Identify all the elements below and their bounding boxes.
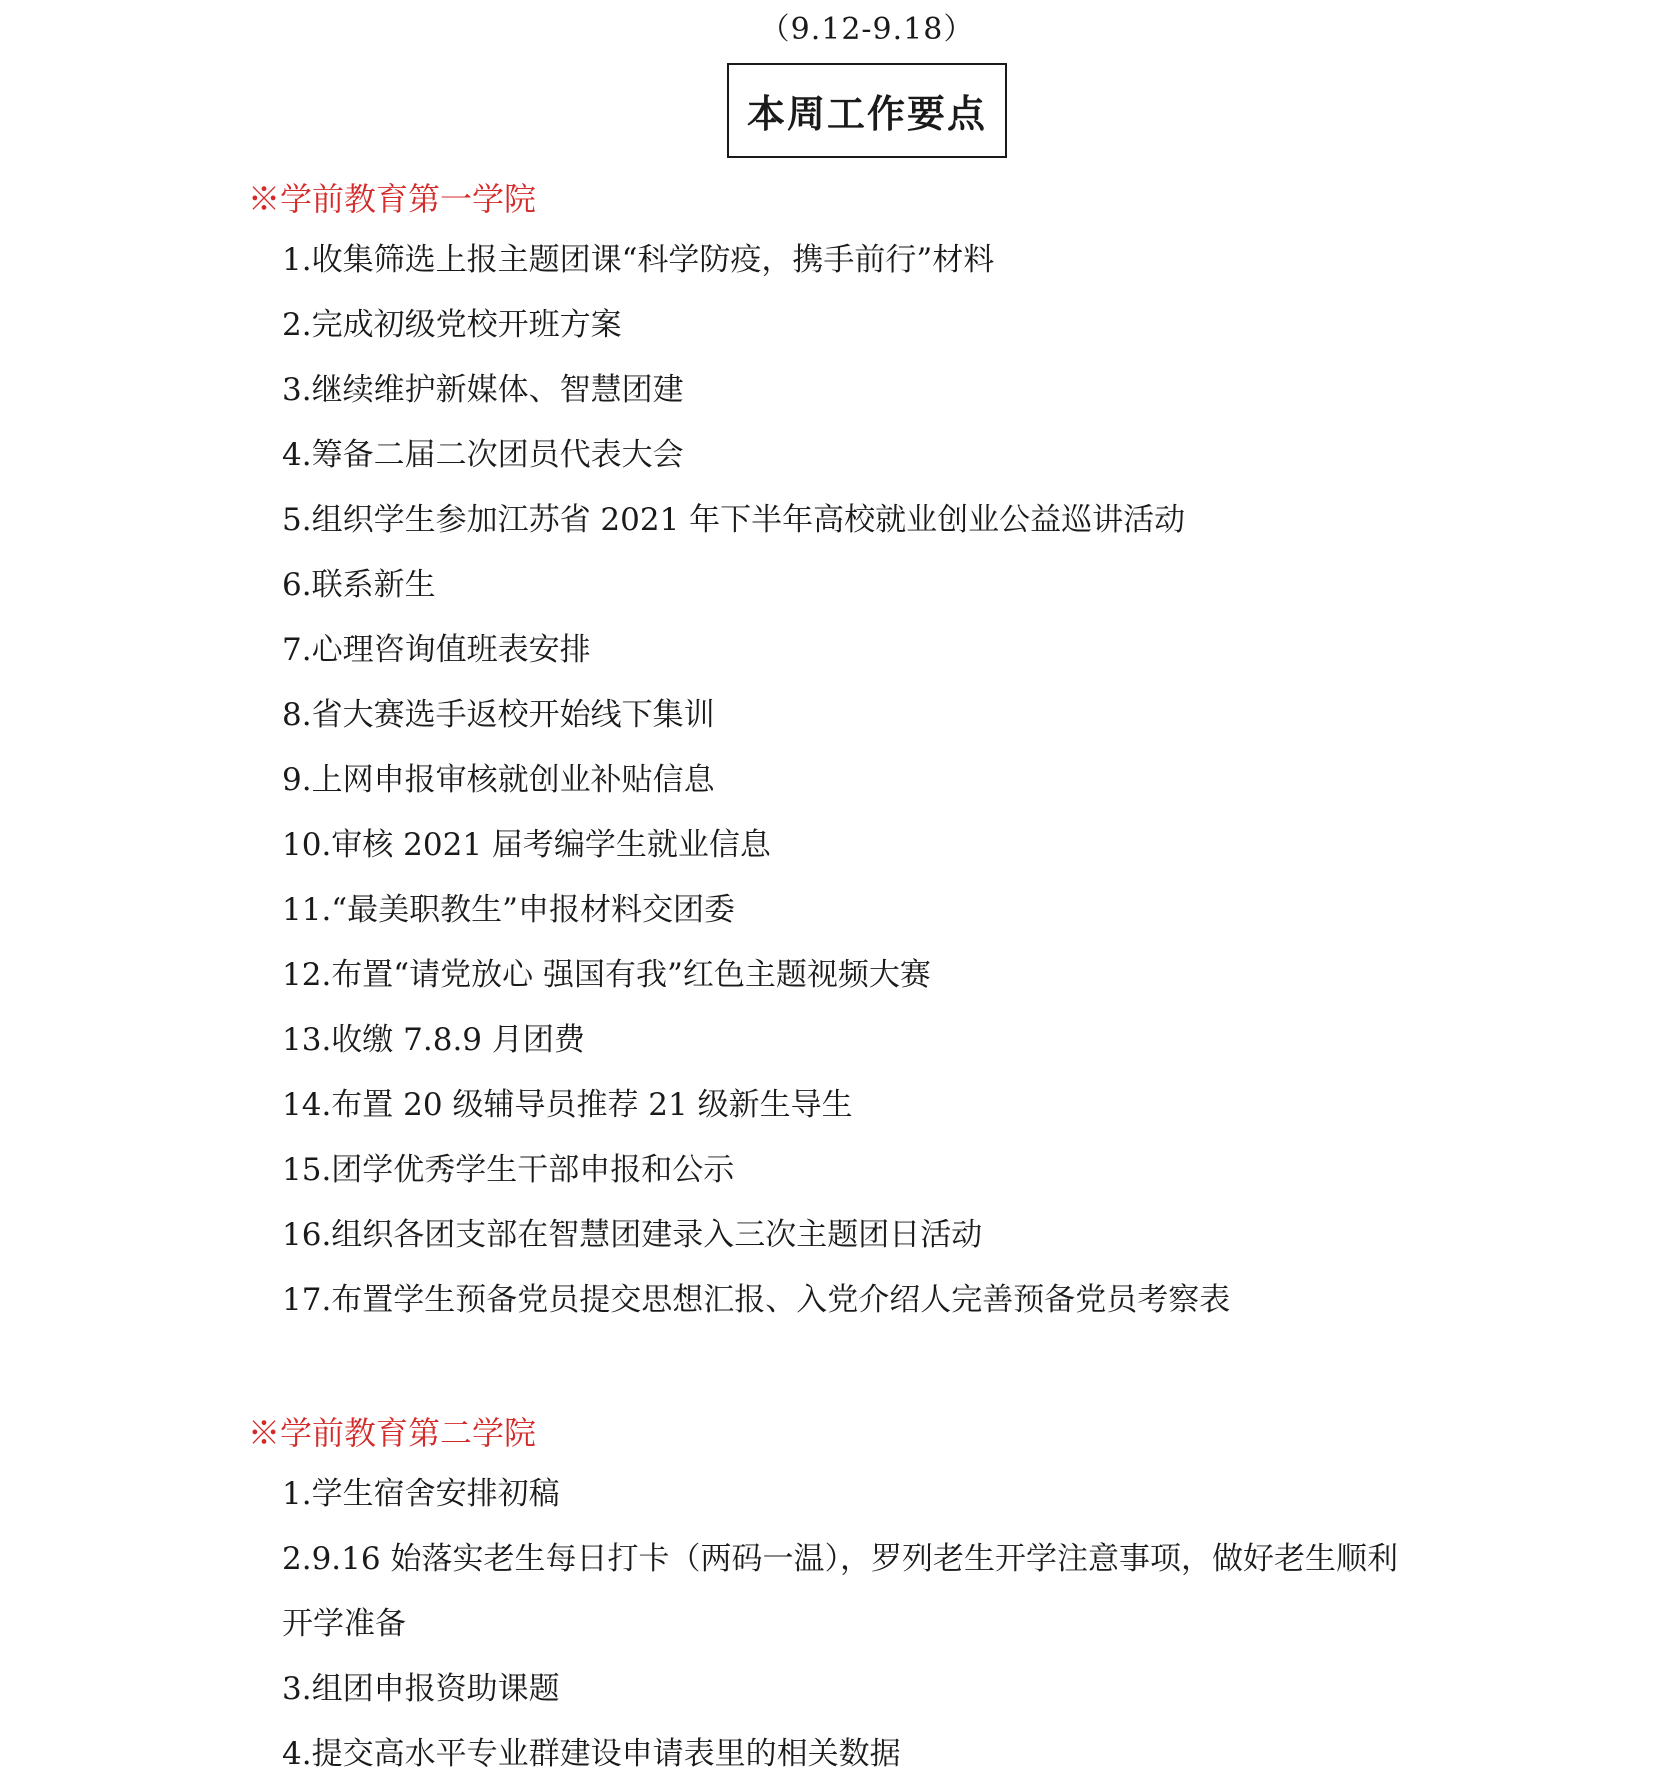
list-item: 12.布置“请党放心 强国有我”红色主题视频大赛 [282,957,931,993]
list-item: 17.布置学生预备党员提交思想汇报、入党介绍人完善预备党员考察表 [282,1282,1231,1318]
section-heading-2: ※学前教育第二学院 [248,1414,537,1452]
list-item: 11.“最美职教生”申报材料交团委 [282,892,735,928]
list-item: 6.联系新生 [282,567,436,603]
list-item: 13.收缴 7.8.9 月团费 [282,1022,585,1058]
list-item: 16.组织各团支部在智慧团建录入三次主题团日活动 [282,1217,983,1253]
section-heading-1: ※学前教育第一学院 [248,180,537,218]
list-item: 9.上网申报审核就创业补贴信息 [282,762,715,798]
list-item: 1.收集筛选上报主题团课“科学防疫，携手前行”材料 [282,242,995,278]
list-item: 3.组团申报资助课题 [282,1671,560,1707]
list-item: 4.筹备二届二次团员代表大会 [282,437,684,473]
list-item: 3.继续维护新媒体、智慧团建 [282,372,684,408]
list-item: 2.9.16 始落实老生每日打卡（两码一温），罗列老生开学注意事项，做好老生顺利开学准备 [282,1541,1398,1642]
page-title: 本周工作要点 [727,63,1007,158]
list-item: 2.完成初级党校开班方案 [282,307,622,343]
list-item: 14.布置 20 级辅导员推荐 21 级新生导生 [282,1087,853,1123]
list-item: 7.心理咨询值班表安排 [282,632,591,668]
list-item: 10.审核 2021 届考编学生就业信息 [282,827,771,863]
list-item: 5.组织学生参加江苏省 2021 年下半年高校就业创业公益巡讲活动 [282,502,1186,538]
date-range: （9.12-9.18） [759,12,975,47]
list-item: 1.学生宿舍安排初稿 [282,1476,560,1512]
list-item: 15.团学优秀学生干部申报和公示 [282,1152,735,1188]
list-item: 8.省大赛选手返校开始线下集训 [282,697,715,733]
list-item: 4.提交高水平专业群建设申请表里的相关数据 [282,1736,901,1772]
